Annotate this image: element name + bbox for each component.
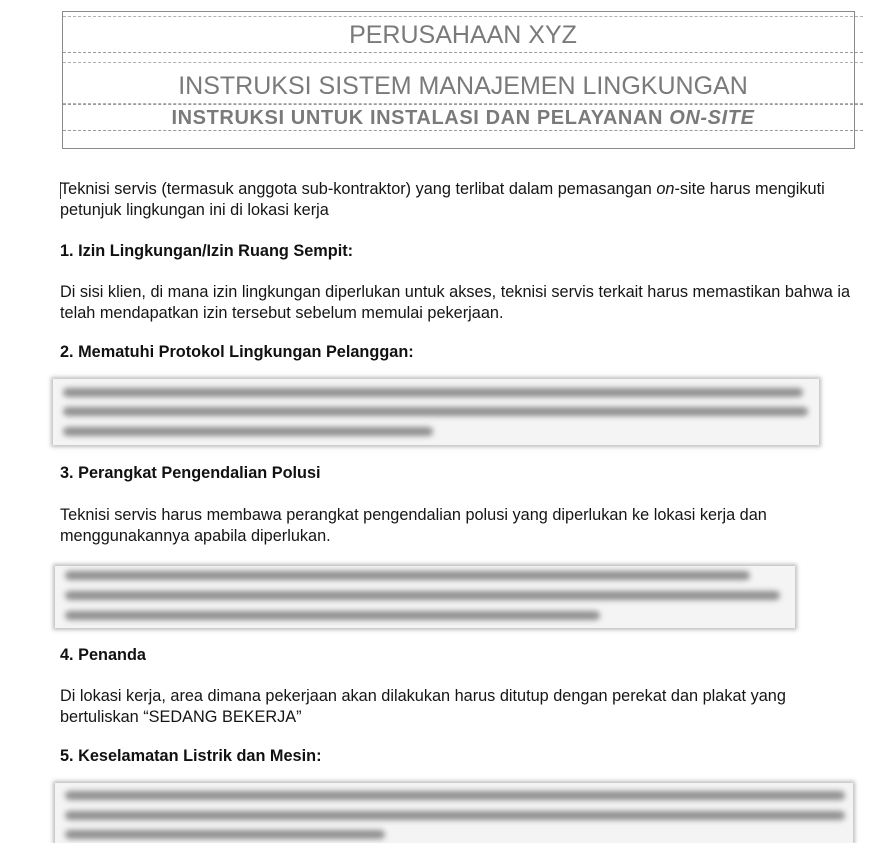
section-heading-4: 4. Penanda: [60, 646, 146, 664]
section-text-1: Di sisi klien, di mana izin lingkungan diperlukan untuk akses, teknisi servis terkait harus memastikan bahwa ia telah mendapatkan izin tersebut sebelum memulai pekerjaan.: [60, 283, 851, 322]
blurred-text-block: [55, 566, 795, 628]
intro-paragraph: [60, 179, 850, 221]
intro-text-2: -site harus mengikuti petunjuk lingkungan ini di lokasi kerja: [60, 180, 825, 219]
blurred-line: [65, 791, 845, 800]
company-name: PERUSAHAAN XYZ: [63, 18, 863, 53]
section-heading-2: 2. Mematuhi Protokol Lingkungan Pelanggan:: [60, 343, 414, 361]
blurred-line: [63, 407, 808, 416]
intro-text-1: Teknisi servis (termasuk anggota sub-kontraktor) yang terlibat dalam pemasangan: [60, 180, 657, 198]
blurred-line: [63, 388, 803, 397]
intro-emphasis: on: [656, 180, 675, 198]
section-text-3: Teknisi servis harus membawa perangkat pengendalian polusi yang diperlukan ke lokasi kerja dan menggunakannya apabila diperlukan.: [60, 506, 767, 545]
blurred-line: [65, 611, 600, 620]
section-text-4: Di lokasi kerja, area dimana pekerjaan akan dilakukan harus ditutup dengan perekat dan plakat yang bertuliskan “SEDANG BEKERJA”: [60, 687, 786, 726]
document-header-table: [62, 11, 855, 149]
blurred-text-block: [55, 783, 853, 843]
blurred-text-block: [53, 379, 819, 445]
instruction-title: INSTRUKSI SISTEM MANAJEMEN LINGKUNGAN: [63, 64, 863, 105]
blurred-line: [65, 571, 750, 580]
subtitle-text: INSTRUKSI UNTUK INSTALASI DAN PELAYANAN: [171, 107, 670, 129]
section-heading-1: 1. Izin Lingkungan/Izin Ruang Sempit:: [60, 242, 354, 260]
instruction-subtitle: [63, 105, 863, 131]
blurred-line: [63, 427, 433, 436]
blurred-line: [65, 811, 845, 820]
blurred-line: [65, 591, 780, 600]
subtitle-emphasis: ON-SITE: [669, 107, 755, 129]
section-heading-3: 3. Perangkat Pengendalian Polusi: [60, 464, 321, 482]
section-heading-5: 5. Keselamatan Listrik dan Mesin:: [60, 747, 322, 765]
